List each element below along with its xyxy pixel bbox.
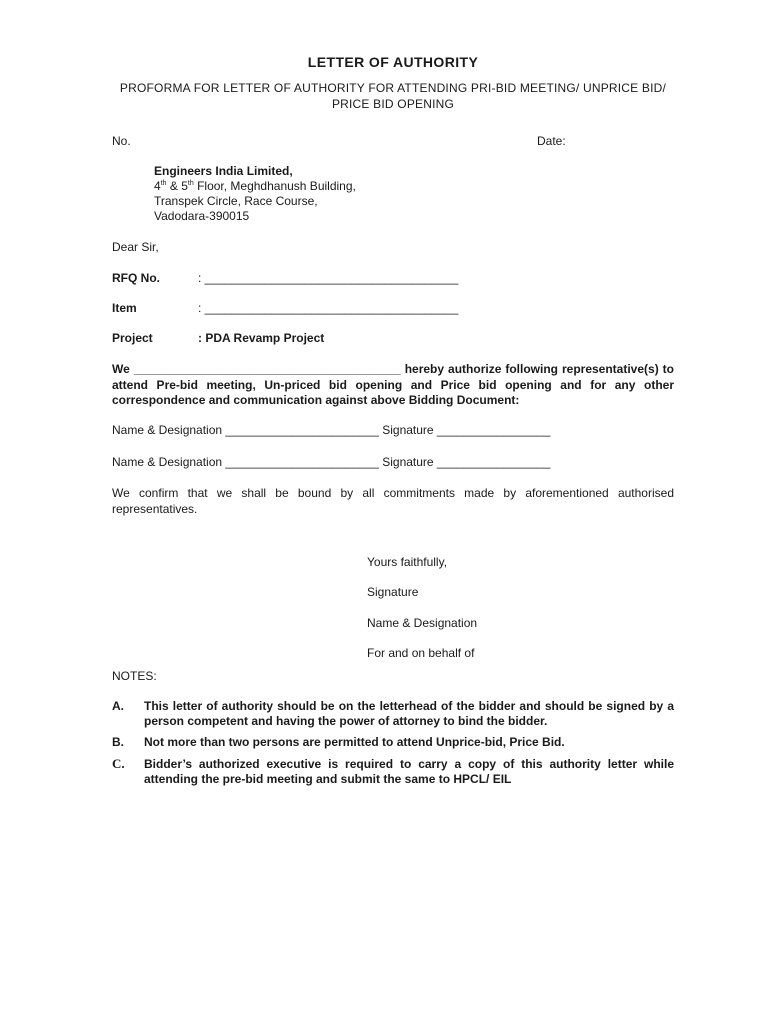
rfq-field [112,271,674,287]
date-label: Date: [537,134,566,148]
rfq-label: RFQ No. [112,271,160,285]
note-letter: C. [112,756,125,771]
closing-on-behalf: For and on behalf of [367,646,475,660]
recipient-address [154,164,356,224]
item-field [112,301,674,317]
address-line-3: Vadodara-390015 [154,209,250,223]
closing-signature: Signature [367,585,419,599]
note-text: Not more than two persons are permitted to attend Unprice-bid, Price Bid. [144,735,565,749]
address-line-1: 4th & 5th Floor, Meghdhanush Building, [154,179,356,193]
subtitle-line-2: PRICE BID OPENING [331,97,455,111]
item-value: : ______________________________________ [198,301,459,315]
representative-line-2: Name & Designation _______________________ Signature _________________ [112,455,551,469]
reference-number-label: No. [112,134,131,148]
rfq-value: : ______________________________________ [198,271,459,285]
subtitle-line-1: PROFORMA FOR LETTER OF AUTHORITY FOR ATTENDING PRI-BID MEETING/ UNPRICE BID/ [119,81,667,95]
item-label: Item [112,301,137,315]
address-line-2: Transpek Circle, Race Course, [154,194,318,208]
note-item [112,735,674,750]
note-item [112,757,674,786]
notes-heading: NOTES: [112,669,157,683]
project-value: : PDA Revamp Project [198,331,325,345]
note-text: Bidder’s authorized executive is required to carry a copy of this authority letter while attending the pre-bid meeting and submit the same to HPCL/ EIL [144,757,674,786]
project-label: Project [112,331,153,345]
note-letter: B. [112,735,124,749]
note-text: This letter of authority should be on the letterhead of the bidder and should be signed by a person competent and having the power of attorney to bind the bidder. [144,699,674,728]
confirm-paragraph: We confirm that we shall be bound by all commitments made by aforementioned authorised representatives. [112,486,674,516]
representative-line-1: Name & Designation _______________________ Signature _________________ [112,423,551,437]
authorize-paragraph: We ________________________________________ hereby authorize following representative(s) to attend Pre-bid meeting, Un-priced bid opening and Price bid opening and for any other correspondence and communication against above Bidding Document: [112,362,674,407]
document-subtitle [112,80,674,112]
salutation: Dear Sir, [112,240,159,254]
document-title: LETTER OF AUTHORITY [307,54,479,70]
note-letter: A. [112,699,124,713]
project-field [112,331,674,347]
closing-yours-faithfully: Yours faithfully, [367,555,448,569]
note-item [112,699,674,728]
closing-name-designation: Name & Designation [367,616,478,630]
company-name: Engineers India Limited, [154,164,293,178]
